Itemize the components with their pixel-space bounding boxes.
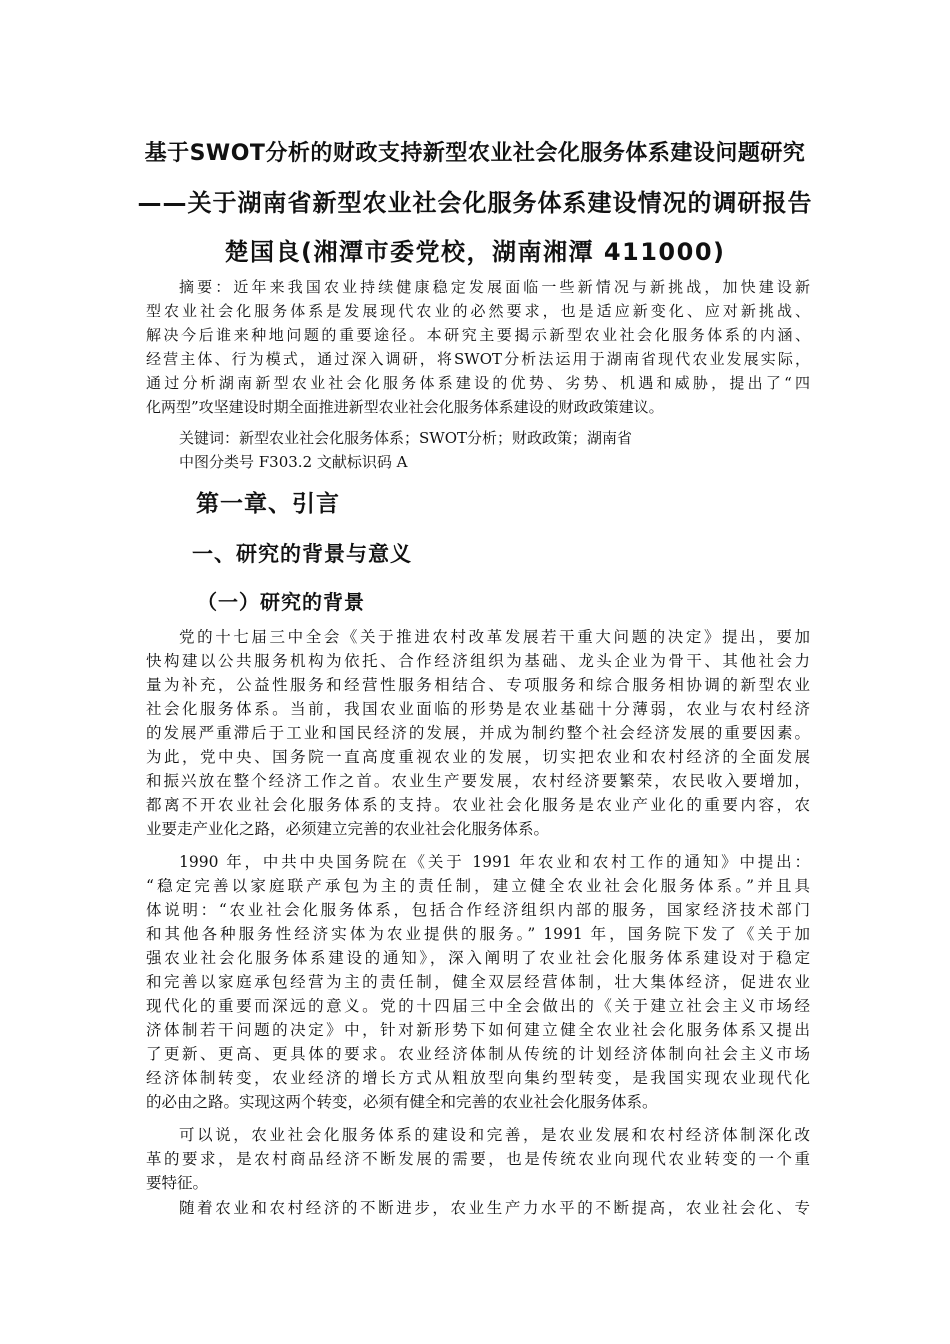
paragraph-line: 体说明：“农业社会化服务体系，包括合作经济组织内部的服务，国家经济技术部门 <box>146 901 810 919</box>
document-subtitle: ——关于湖南省新型农业社会化服务体系建设情况的调研报告 <box>137 189 813 217</box>
abstract <box>146 275 810 419</box>
paragraph-line: 和其他各种服务性经济实体为农业提供的服务。” 1991 年，国务院下发了《关于加 <box>146 925 810 943</box>
abstract-line: 解决今后谁来种地问题的重要途径。本研究主要揭示新型农业社会化服务体系的内涵、 <box>146 326 810 344</box>
subsection-heading: （一）研究的背景 <box>197 590 365 614</box>
author-line: 楚国良(湘潭市委党校，湖南湘潭 411000) <box>224 238 726 266</box>
paragraph-continued <box>146 1196 810 1220</box>
paragraph-1990 <box>146 850 810 1114</box>
paragraph-line: 强农业社会化服务体系建设的通知》，深入阐明了农业社会化服务体系建设对于稳定 <box>146 949 810 967</box>
classification-code: 中图分类号 F303.2 文献标识码 A <box>179 453 408 471</box>
paragraph-line: 业要走产业化之路，必须建立完善的农业社会化服务体系。 <box>146 820 550 838</box>
keywords: 关键词：新型农业社会化服务体系；SWOT分析；财政政策；湖南省 <box>179 429 632 447</box>
paragraph-line: “稳定完善以家庭联产承包为主的责任制，建立健全农业社会化服务体系。”并且具 <box>146 877 810 895</box>
paragraph-line: 的发展严重滞后于工业和国民经济的发展，并成为制约整个社会经济发展的重要因素。 <box>146 724 810 742</box>
paragraph-line: 的必由之路。实现这两个转变，必须有健全和完善的农业社会化服务体系。 <box>146 1093 658 1111</box>
paragraph-background <box>146 625 810 841</box>
paragraph-line: 社会化服务体系。当前，我国农业面临的形势是农业基础十分薄弱，农业与农村经济 <box>146 700 810 718</box>
paragraph-line: 和振兴放在整个经济工作之首。农业生产要发展，农村经济要繁荣，农民收入要增加， <box>146 772 810 790</box>
paragraph-line: 了更新、更高、更具体的要求。农业经济体制从传统的计划经济体制向社会主义市场 <box>146 1045 810 1063</box>
paragraph-line: 随着农业和农村经济的不断进步，农业生产力水平的不断提高，农业社会化、专 <box>179 1199 810 1217</box>
paragraph-line: 革的要求，是农村商品经济不断发展的需要，也是传统农业向现代农业转变的一个重 <box>146 1150 810 1168</box>
paragraph-line: 要特征。 <box>146 1174 209 1192</box>
paragraph-line: 和完善以家庭承包经营为主的责任制，健全双层经营体制，壮大集体经济，促进农业 <box>146 973 810 991</box>
paragraph-line: 都离不开农业社会化服务体系的支持。农业社会化服务是农业产业化的重要内容，农 <box>146 796 810 814</box>
abstract-line: 摘要：近年来我国农业持续健康稳定发展面临一些新情况与新挑战，加快建设新 <box>179 278 810 296</box>
section-heading: 一、研究的背景与意义 <box>192 542 412 566</box>
paragraph-line: 为此，党中央、国务院一直高度重视农业的发展，切实把农业和农村经济的全面发展 <box>146 748 810 766</box>
abstract-line: 型农业社会化服务体系是发展现代农业的必然要求，也是适应新变化、应对新挑战、 <box>146 302 810 320</box>
document-title: 基于SWOT分析的财政支持新型农业社会化服务体系建设问题研究 <box>144 141 806 166</box>
paragraph-summary <box>146 1123 810 1195</box>
paragraph-line: 济体制若干问题的决定》中，针对新形势下如何建立健全农业社会化服务体系又提出 <box>146 1021 810 1039</box>
paragraph-line: 1990 年，中共中央国务院在《关于 1991 年农业和农村工作的通知》中提出： <box>179 853 810 871</box>
paragraph-line: 经济体制转变，农业经济的增长方式从粗放型向集约型转变，是我国实现农业现代化 <box>146 1069 810 1087</box>
paragraph-line: 快构建以公共服务机构为依托、合作经济组织为基础、龙头企业为骨干、其他社会力 <box>146 652 810 670</box>
paragraph-line: 党的十七届三中全会《关于推进农村改革发展若干重大问题的决定》提出，要加 <box>179 628 810 646</box>
abstract-line: 化两型”攻坚建设时期全面推进新型农业社会化服务体系建设的财政政策建议。 <box>146 398 664 416</box>
paragraph-line: 可以说，农业社会化服务体系的建设和完善，是农业发展和农村经济体制深化改 <box>179 1126 810 1144</box>
paragraph-line: 量为补充，公益性服务和经营性服务相结合、专项服务和综合服务相协调的新型农业 <box>146 676 810 694</box>
chapter-heading: 第一章、引言 <box>196 491 340 517</box>
abstract-line: 通过分析湖南新型农业社会化服务体系建设的优势、劣势、机遇和威胁，提出了“四 <box>146 374 810 392</box>
abstract-line: 经营主体、行为模式，通过深入调研，将SWOT分析法运用于湖南省现代农业发展实际， <box>146 350 810 368</box>
paragraph-line: 现代化的重要而深远的意义。党的十四届三中全会做出的《关于建立社会主义市场经 <box>146 997 810 1015</box>
